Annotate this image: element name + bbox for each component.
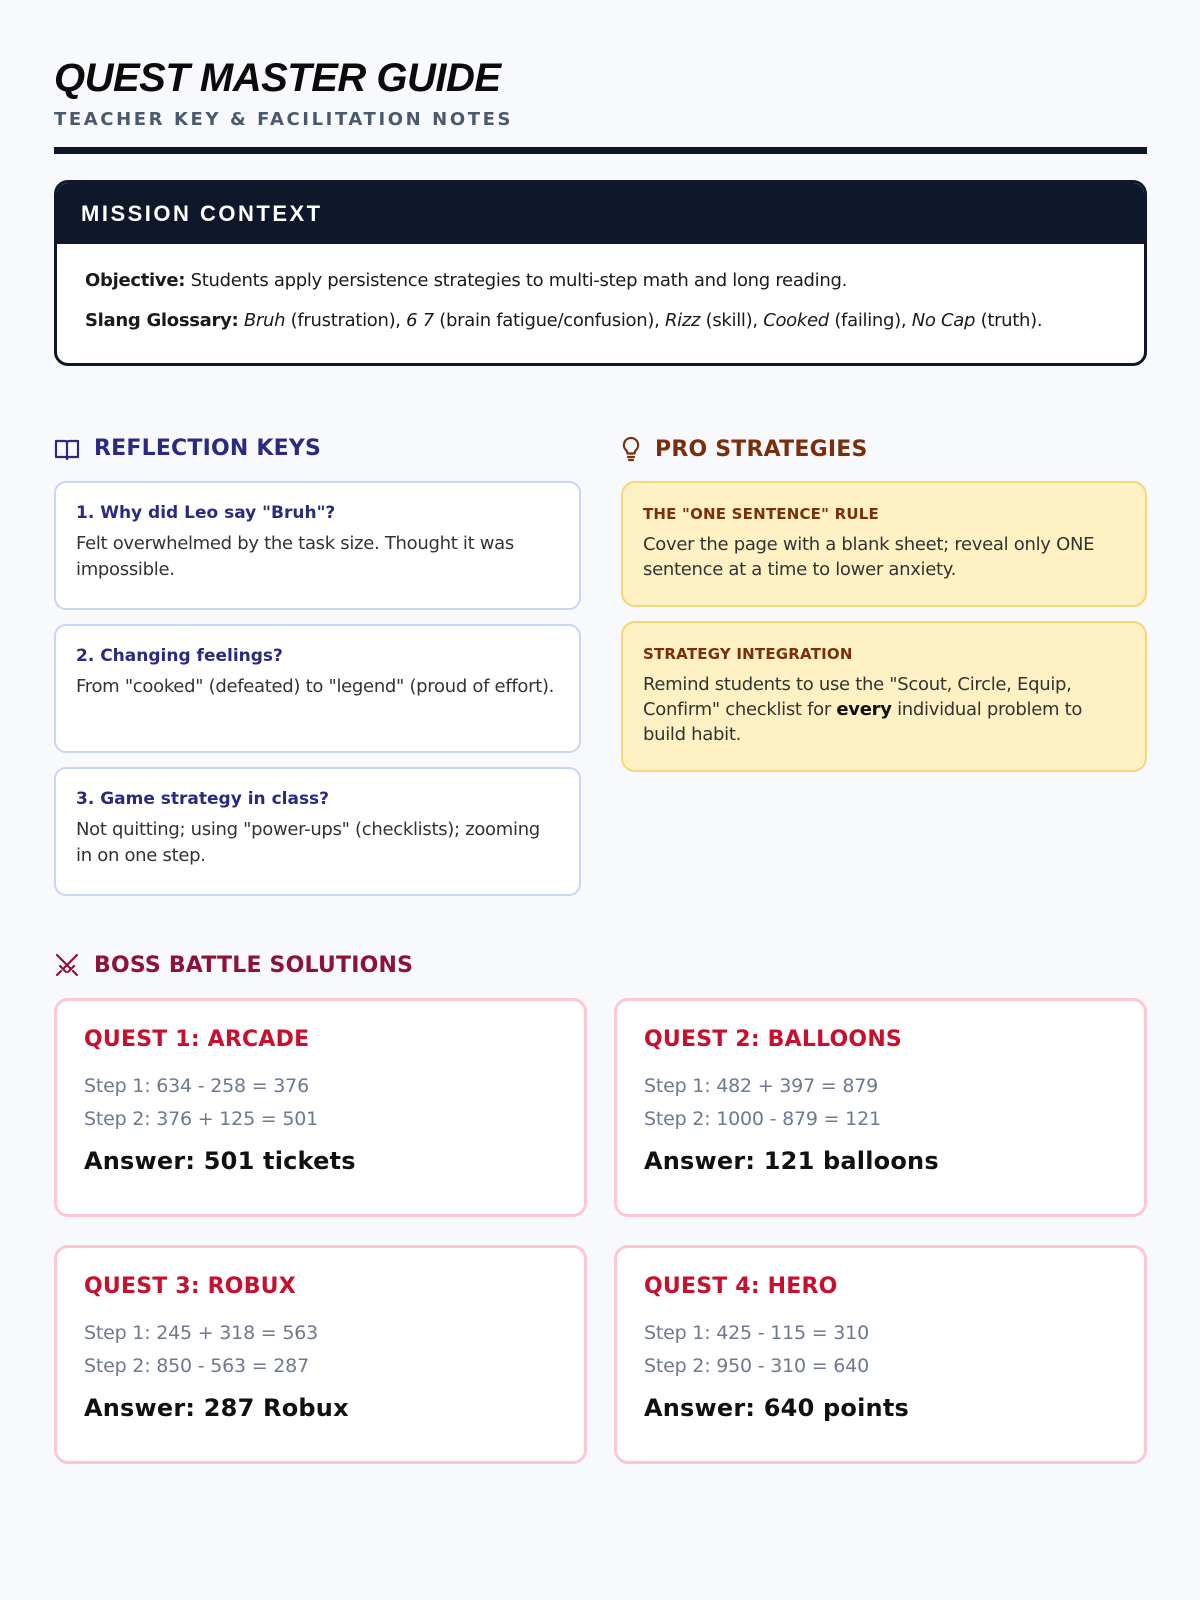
mission-heading: MISSION CONTEXT: [57, 183, 1144, 244]
quest-card: [54, 998, 587, 1217]
quest-step: Step 2: 850 - 563 = 287: [84, 1355, 309, 1377]
reflection-card: [54, 481, 581, 610]
reflection-answer: Not quitting; using "power-ups" (checklists); zooming in on one step.: [76, 819, 540, 866]
quest-title: QUEST 1: ARCADE: [84, 1027, 310, 1052]
crossed-swords-icon: [54, 952, 80, 978]
quest-title: QUEST 2: BALLOONS: [644, 1027, 902, 1052]
strategy-body: [643, 672, 1125, 747]
mission-context-box: [54, 180, 1147, 366]
glossary-term: 6 7: [406, 310, 434, 331]
page-subtitle: TEACHER KEY & FACILITATION NOTES: [54, 109, 514, 130]
strategy-card: [621, 481, 1147, 607]
strategies-heading: [621, 436, 868, 462]
glossary-meaning: (failing),: [828, 310, 912, 331]
quest-card: [614, 1245, 1147, 1464]
reflection-card: [54, 624, 581, 753]
quest-step: Step 1: 425 - 115 = 310: [644, 1322, 869, 1344]
strategy-title: THE "ONE SENTENCE" RULE: [643, 505, 879, 523]
quest-answer: Answer: 501 tickets: [84, 1147, 356, 1175]
page-title: QUEST MASTER GUIDE: [54, 56, 501, 100]
reflection-question: 2. Changing feelings?: [76, 646, 283, 666]
glossary-meaning: (frustration),: [285, 310, 407, 331]
quest-step: Step 2: 1000 - 879 = 121: [644, 1108, 881, 1130]
book-open-icon: [54, 438, 80, 460]
quest-card: [54, 1245, 587, 1464]
glossary-label: Slang Glossary:: [85, 310, 239, 331]
quest-title: QUEST 3: ROBUX: [84, 1274, 296, 1299]
lightbulb-icon: [621, 436, 641, 462]
strategy-body: [643, 532, 1125, 582]
strategy-body-text: individual problem to build habit.: [643, 699, 1083, 745]
strategy-body-emphasis: every: [836, 699, 892, 720]
glossary-meaning: (brain fatigue/confusion),: [433, 310, 665, 331]
objective-label: Objective:: [85, 270, 186, 291]
quest-step: Step 2: 950 - 310 = 640: [644, 1355, 869, 1377]
glossary-meaning: (truth).: [975, 310, 1043, 331]
reflection-heading: [54, 436, 321, 461]
glossary-meaning: (skill),: [700, 310, 764, 331]
quest-answer: Answer: 640 points: [644, 1394, 909, 1422]
quest-title: QUEST 4: HERO: [644, 1274, 838, 1299]
glossary-term: Bruh: [243, 310, 286, 331]
quest-step: Step 1: 245 + 318 = 563: [84, 1322, 319, 1344]
header-divider: [54, 147, 1147, 154]
boss-heading-label: BOSS BATTLE SOLUTIONS: [94, 952, 414, 978]
glossary-term: Rizz: [664, 310, 701, 331]
strategy-card: [621, 621, 1147, 772]
glossary-term: No Cap: [911, 310, 976, 331]
quest-card: [614, 998, 1147, 1217]
quest-step: Step 2: 376 + 125 = 501: [84, 1108, 319, 1130]
strategies-heading-label: PRO STRATEGIES: [655, 436, 868, 462]
quest-answer: Answer: 287 Robux: [84, 1394, 349, 1422]
objective-text: Students apply persistence strategies to multi-step math and long reading.: [185, 270, 848, 291]
reflection-card: [54, 767, 581, 896]
strategy-title: STRATEGY INTEGRATION: [643, 645, 853, 663]
glossary-line: [85, 310, 1042, 331]
reflection-question: 1. Why did Leo say "Bruh"?: [76, 503, 336, 523]
quest-step: Step 1: 482 + 397 = 879: [644, 1075, 879, 1097]
reflection-heading-label: REFLECTION KEYS: [94, 436, 322, 461]
objective-line: [85, 270, 847, 291]
reflection-answer: From "cooked" (defeated) to "legend" (proud of effort).: [76, 676, 555, 697]
reflection-answer: Felt overwhelmed by the task size. Thought it was impossible.: [76, 533, 514, 580]
quest-answer: Answer: 121 balloons: [644, 1147, 939, 1175]
strategy-body-text: Remind students to use the "Scout, Circle, Equip, Confirm" checklist for: [643, 674, 1072, 720]
boss-heading: [54, 952, 413, 978]
quest-step: Step 1: 634 - 258 = 376: [84, 1075, 309, 1097]
glossary-term: Cooked: [763, 310, 829, 331]
strategy-body-text: Cover the page with a blank sheet; reveal only ONE sentence at a time to lower anxiety.: [643, 534, 1095, 580]
reflection-question: 3. Game strategy in class?: [76, 789, 330, 809]
